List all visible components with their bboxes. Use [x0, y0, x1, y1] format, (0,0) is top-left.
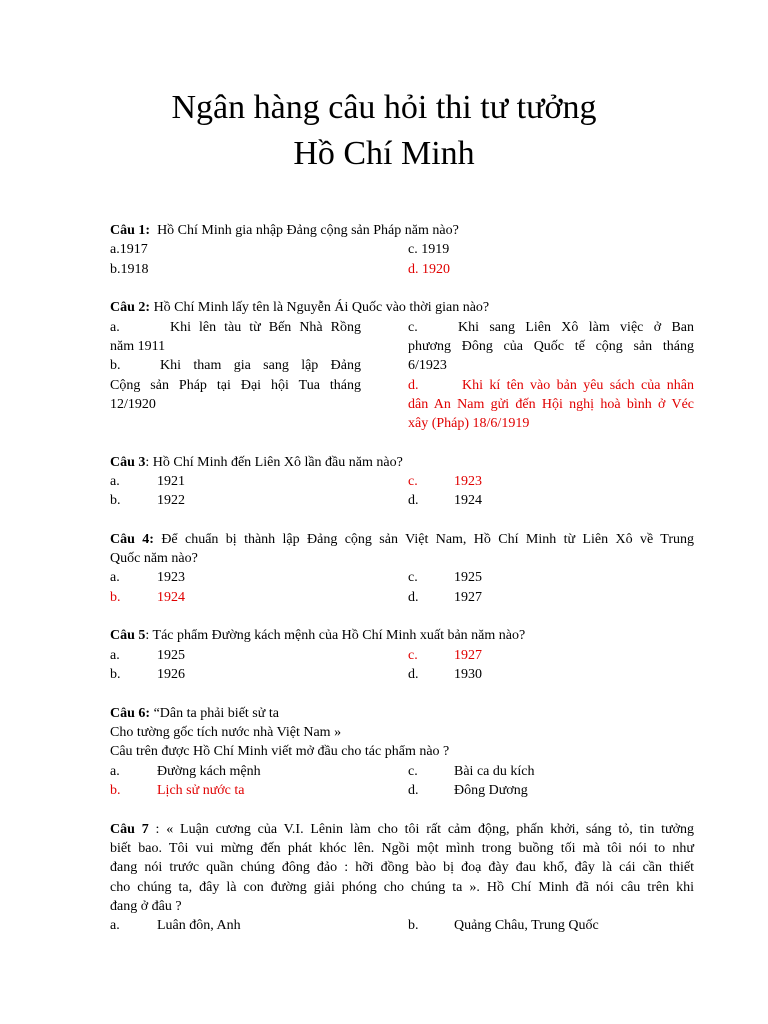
q2-option-d-line1-correct: Khi kí tên vào bản yêu sách của nhân [462, 378, 694, 393]
q1-option-a: a.1917 [110, 242, 148, 257]
q7-option-b-label: b. [408, 918, 419, 933]
page-title: Ngân hàng câu hỏi thi tư tưởng [171, 89, 597, 126]
q4-option-a-label: a. [110, 570, 120, 585]
q5-option-b-label: b. [110, 667, 121, 682]
question-text: Để chuẩn bị thành lập Đảng cộng sản Việt Nam, Hồ Chí Minh từ Liên Xô về Trung [161, 532, 695, 547]
q3-option-d-label: d. [408, 493, 419, 508]
q6-option-c-label: c. [408, 764, 418, 779]
question-6-line2: Cho tường gốc tích nước nhà Việt Nam » [110, 725, 342, 740]
q2-option-c-label: c. [408, 320, 418, 335]
q2-option-b-line2: Cộng sản Pháp tại Đại hội Tua tháng [110, 378, 361, 393]
question-text: : « Luận cương của V.I. Lênin làm cho tôi rất cảm động, phấn khởi, sáng tỏ, tin tưởng [155, 822, 695, 837]
question-text: : Hồ Chí Minh đến Liên Xô lần đầu năm nào? [145, 455, 403, 470]
q7-option-a: Luân đôn, Anh [157, 918, 241, 933]
question-number: Câu 7 [110, 822, 149, 837]
q3-option-a-label: a. [110, 474, 120, 489]
question-text: Hồ Chí Minh lấy tên là Nguyễn Ái Quốc vào thời gian nào? [153, 300, 490, 315]
q2-option-a-line1: Khi lên tàu từ Bến Nhà Rồng [170, 320, 361, 335]
q3-option-a: 1921 [157, 474, 185, 489]
q2-option-a-line2: năm 1911 [110, 339, 166, 354]
question-text: Hồ Chí Minh gia nhập Đảng cộng sản Pháp năm nào? [157, 223, 459, 238]
question-5 [110, 626, 525, 645]
q2-option-c-line2: phương Đông của Quốc tế cộng sản tháng [408, 339, 694, 354]
question-4-line2: Quốc năm nào? [110, 551, 198, 566]
q2-option-c-line3: 6/1923 [408, 358, 447, 373]
q4-option-b-correct: 1924 [157, 590, 185, 605]
q4-option-d-label: d. [408, 590, 419, 605]
q1-option-b: b.1918 [110, 262, 149, 277]
q2-option-c-line1: Khi sang Liên Xô làm việc ở Ban [458, 320, 694, 335]
q4-option-b-label: b. [110, 590, 121, 605]
q3-option-b-label: b. [110, 493, 121, 508]
question-text: “Dân ta phải biết sử ta [153, 706, 279, 721]
q5-option-c-correct: 1927 [454, 648, 482, 663]
question-7-line3: đang nói trước quần chúng đông đảo : hỡi đồng bào bị đoạ đày đau khổ, đây là cái cần thiết [110, 860, 694, 875]
question-number: Câu 2: [110, 300, 151, 315]
question-3 [110, 453, 403, 472]
q3-option-c-correct: 1923 [454, 474, 482, 489]
question-number: Câu 4: [110, 532, 154, 547]
q6-option-b-label: b. [110, 783, 121, 798]
question-7-line2: biết bao. Tôi vui mừng đến phát khóc lên. Ngồi một mình trong buồng tối mà tôi nói to như [110, 841, 694, 856]
question-7-line4: cho chúng ta, đây là con đường giải phóng cho chúng ta ». Hồ Chí Minh đã nói câu trên khi [110, 880, 694, 895]
question-1 [110, 221, 459, 240]
q5-option-b: 1926 [157, 667, 185, 682]
q3-option-b: 1922 [157, 493, 185, 508]
q1-option-d-correct: d. 1920 [408, 262, 450, 277]
q3-option-d: 1924 [454, 493, 482, 508]
q6-option-c: Bài ca du kích [454, 764, 535, 779]
question-7 [110, 820, 694, 839]
q5-option-d-label: d. [408, 667, 419, 682]
q2-option-b-line3: 12/1920 [110, 397, 156, 412]
q2-option-d-line2-correct: dân An Nam gửi đến Hội nghị hoà bình ở Véc [408, 397, 694, 412]
q1-option-c: c. 1919 [408, 242, 450, 257]
question-7-line5: đang ở đâu ? [110, 899, 182, 914]
question-number: Câu 6: [110, 706, 151, 721]
q5-option-d: 1930 [454, 667, 482, 682]
question-text: : Tác phẩm Đường kách mệnh của Hồ Chí Minh xuất bản năm nào? [145, 628, 526, 643]
q6-option-a-label: a. [110, 764, 120, 779]
q5-option-a-label: a. [110, 648, 120, 663]
q7-option-a-label: a. [110, 918, 120, 933]
q2-option-b-label: b. [110, 358, 121, 373]
q6-option-d: Đông Dương [454, 783, 528, 798]
q3-option-c-label: c. [408, 474, 418, 489]
q5-option-c-label: c. [408, 648, 418, 663]
q7-option-b: Quảng Châu, Trung Quốc [454, 918, 599, 933]
q2-option-d-label: d. [408, 378, 419, 393]
page-title-line2: Hồ Chí Minh [293, 135, 475, 172]
q5-option-a: 1925 [157, 648, 185, 663]
question-number: Câu 5 [110, 628, 146, 643]
q2-option-d-line3-correct: xây (Pháp) 18/6/1919 [408, 416, 530, 431]
q4-option-c-label: c. [408, 570, 418, 585]
question-6-line3: Câu trên được Hồ Chí Minh viết mở đầu cho tác phẩm nào ? [110, 744, 450, 759]
q4-option-c: 1925 [454, 570, 482, 585]
question-6 [110, 704, 279, 723]
q6-option-d-label: d. [408, 783, 419, 798]
q2-option-a-label: a. [110, 320, 120, 335]
question-number: Câu 3 [110, 455, 146, 470]
question-number: Câu 1: [110, 223, 151, 238]
q6-option-a: Đường kách mệnh [157, 764, 261, 779]
question-2 [110, 298, 489, 317]
q6-option-b-correct: Lịch sử nước ta [157, 783, 245, 798]
q2-option-b-line1: Khi tham gia sang lập Đảng [160, 358, 361, 373]
q4-option-d: 1927 [454, 590, 482, 605]
q4-option-a: 1923 [157, 570, 185, 585]
question-4 [110, 530, 694, 549]
